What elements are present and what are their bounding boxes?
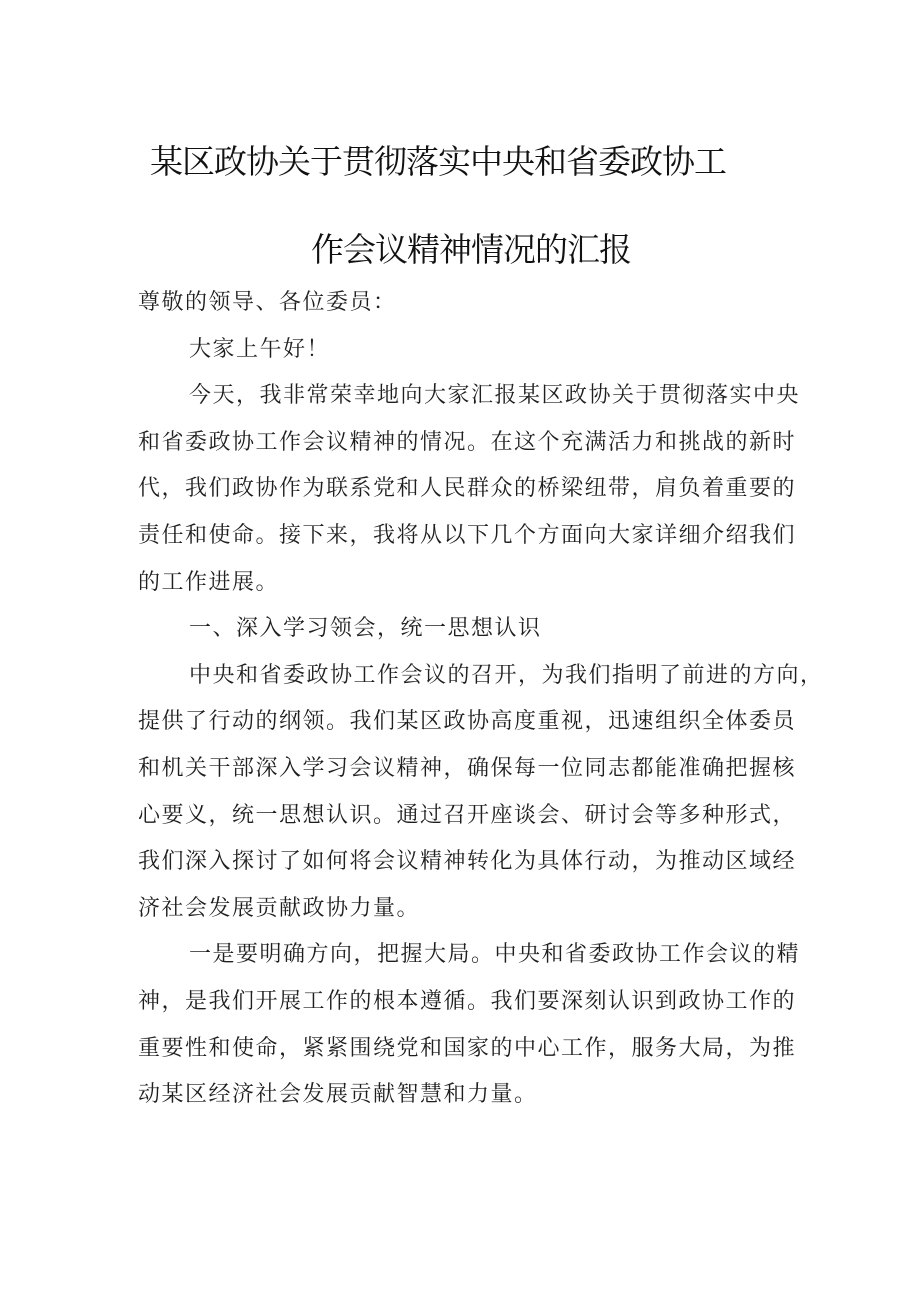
body-line: 责任和使命。接下来，我将从以下几个方面向大家详细介绍我们 <box>138 522 797 548</box>
body-line: 济社会发展贡献政协力量。 <box>138 895 421 921</box>
document-title-line-2: 作会议精神情况的汇报 <box>311 230 631 269</box>
body-line: 提供了行动的纲领。我们某区政协高度重视，迅速组织全体委员 <box>138 709 797 735</box>
body-line: 动某区经济社会发展贡献智慧和力量。 <box>138 1082 538 1108</box>
body-line: 我们深入探讨了如何将会议精神转化为具体行动，为推动区域经 <box>138 849 797 875</box>
body-line: 代，我们政协作为联系党和人民群众的桥梁纽带，肩负着重要的 <box>138 476 797 502</box>
section-heading: 一、深入学习领会，统一思想认识 <box>189 616 542 642</box>
body-line: 神，是我们开展工作的根本遵循。我们要深刻认识到政协工作的 <box>138 988 797 1014</box>
body-line: 重要性和使命，紧紧围绕党和国家的中心工作，服务大局，为推 <box>138 1035 797 1061</box>
body-line: 和省委政协工作会议精神的情况。在这个充满活力和挑战的新时 <box>138 429 797 455</box>
body-line: 尊敬的领导、各位委员： <box>138 290 397 315</box>
body-line: 和机关干部深入学习会议精神，确保每一位同志都能准确把握核 <box>138 755 797 781</box>
body-line: 大家上午好！ <box>189 336 331 362</box>
body-line: 一是要明确方向，把握大局。中央和省委政协工作会议的精 <box>189 942 801 968</box>
body-line: 心要义，统一思想认识。通过召开座谈会、研讨会等多种形式， <box>138 802 797 828</box>
document-body <box>138 280 824 1119</box>
body-line: 今天，我非常荣幸地向大家汇报某区政协关于贯彻落实中央 <box>189 383 801 409</box>
document-title-line-1: 某区政协关于贯彻落实中央和省委政协工 <box>150 142 726 181</box>
body-line: 的工作进展。 <box>138 569 280 595</box>
body-line: 中央和省委政协工作会议的召开，为我们指明了前进的方向， <box>189 662 824 688</box>
